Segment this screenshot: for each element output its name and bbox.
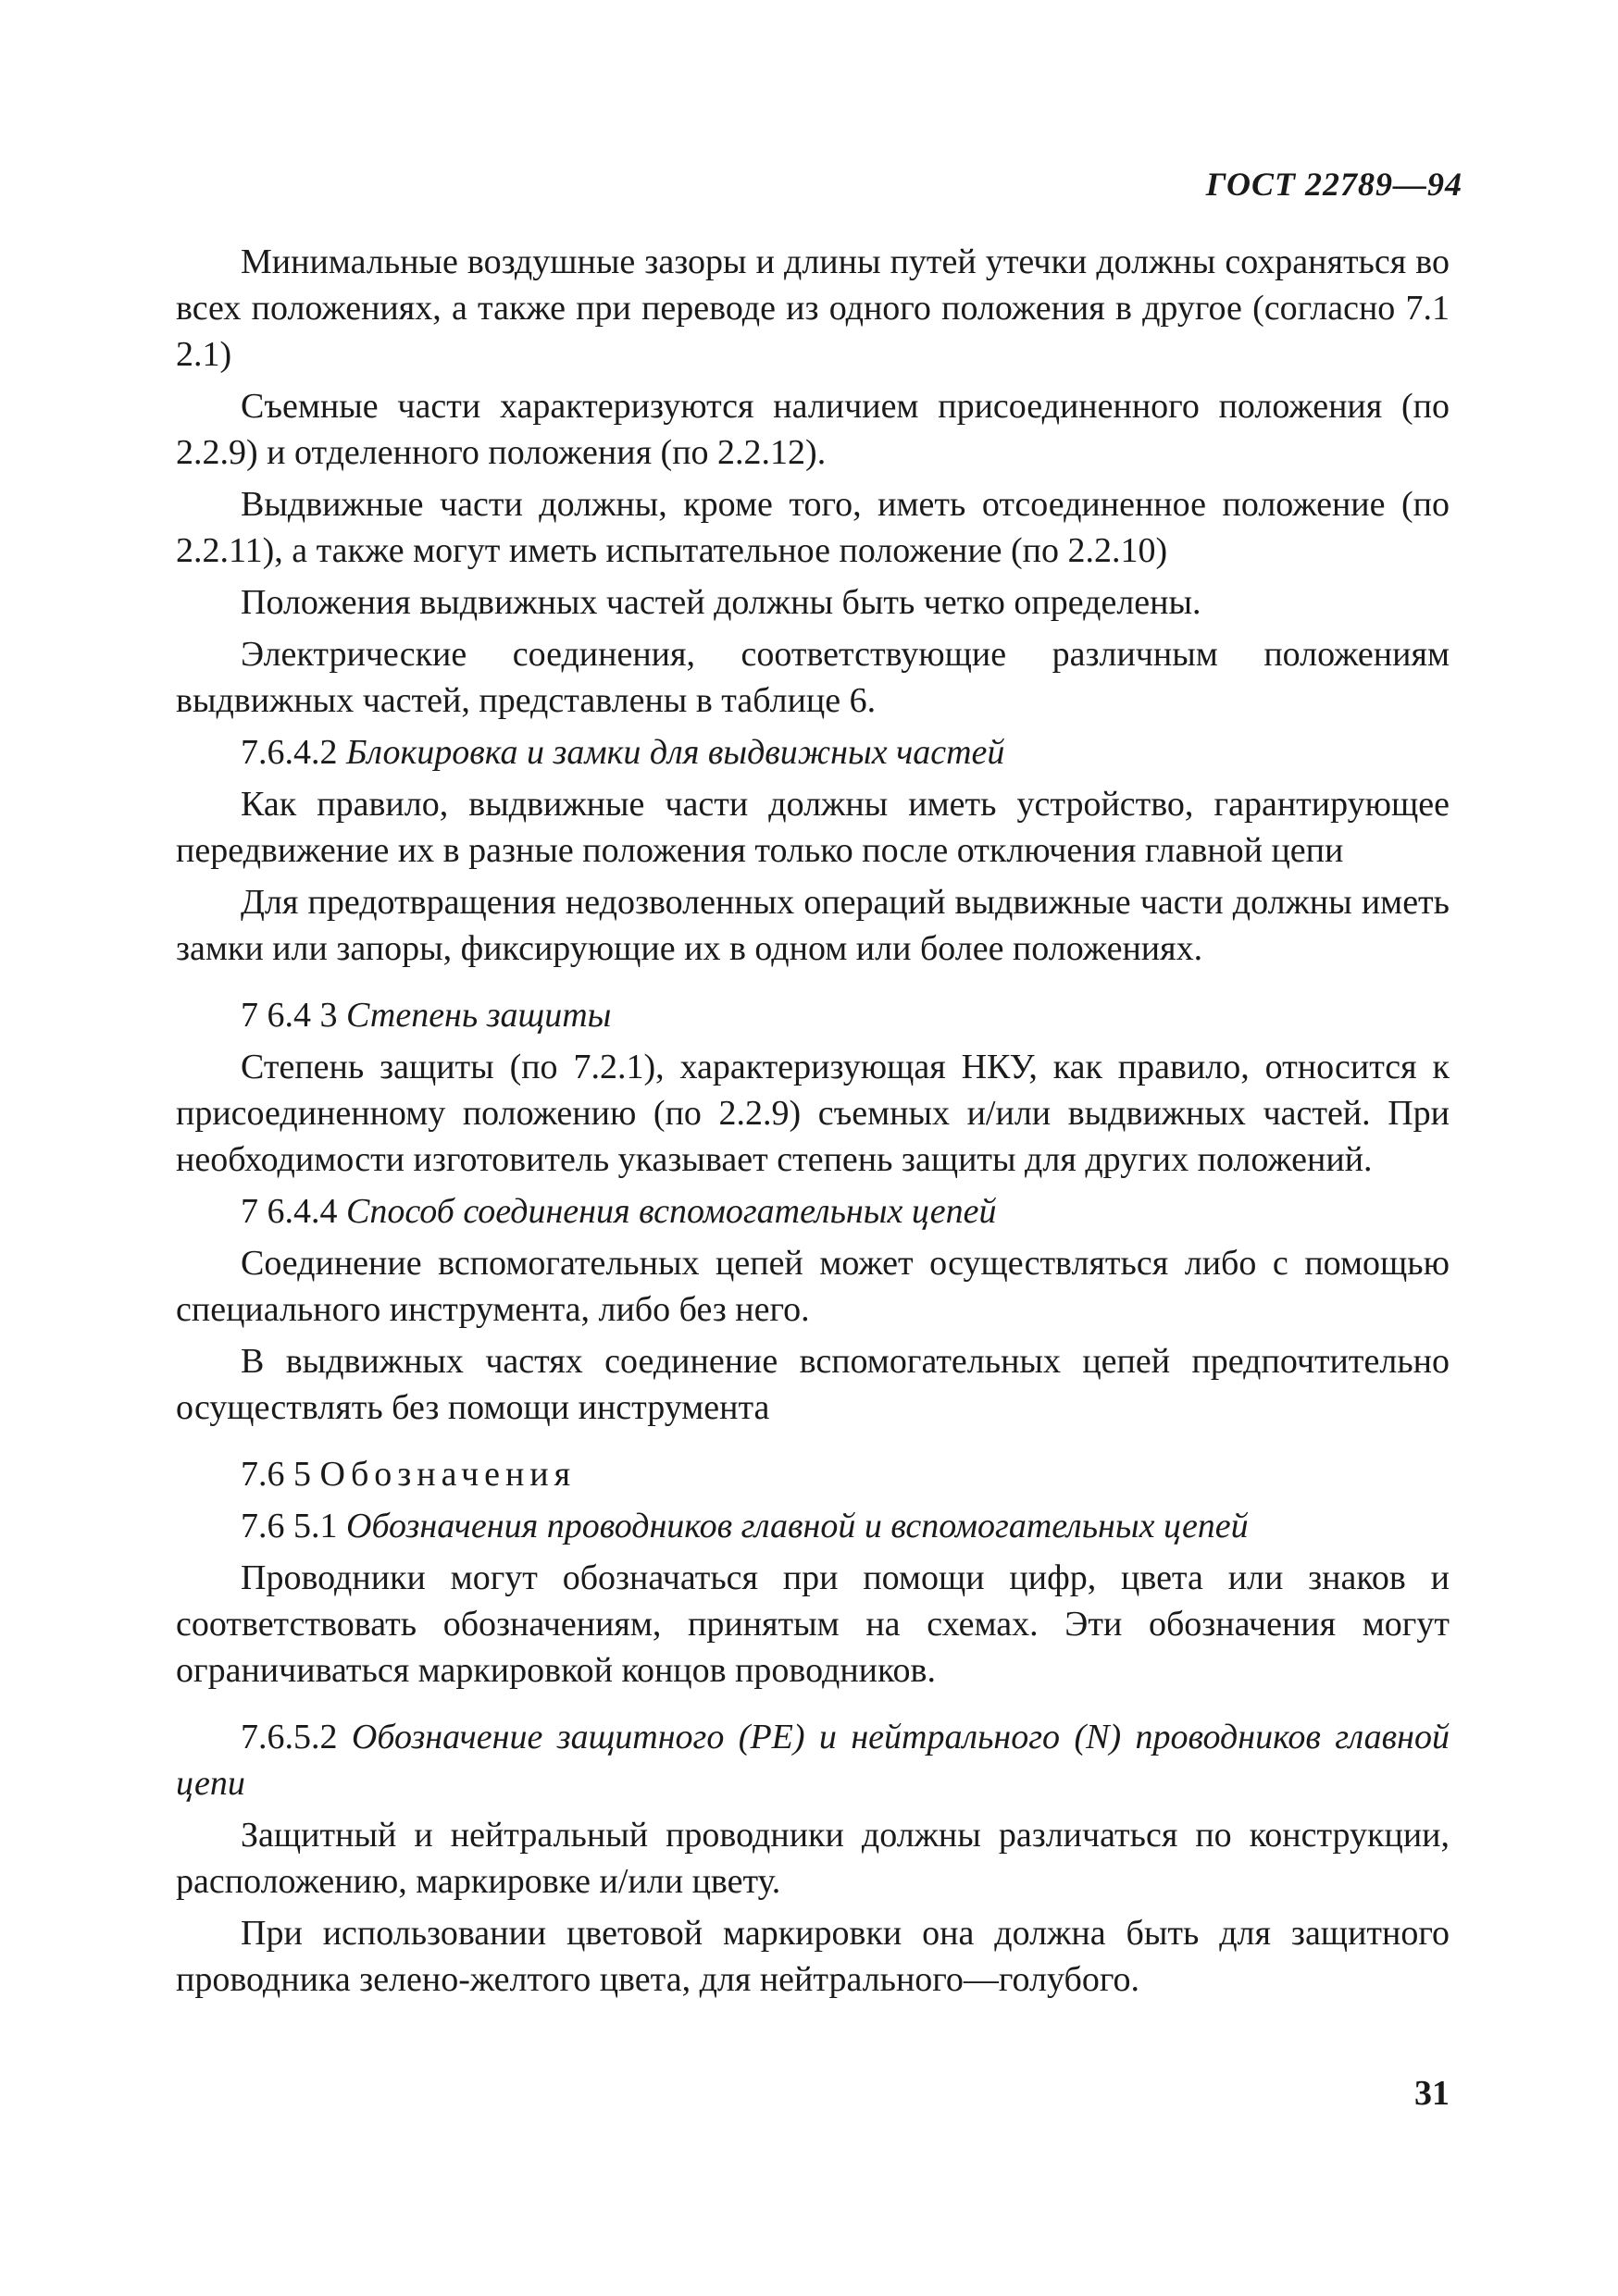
paragraph: При использовании цветовой маркировки она должна быть для защитного проводника зелено-желтого цвета, для нейтрального—голубого. (176, 1914, 1450, 1999)
section-number: 7.6.4.2 (241, 733, 338, 772)
section-number: 7 6.4 3 (241, 996, 338, 1035)
section-title: Обозначение защитного (PE) и нейтрального (N) проводников главной цепи (176, 1718, 1450, 1803)
section-title: Обозначения (319, 1455, 577, 1494)
section-number: 7.6 5.1 (241, 1507, 338, 1545)
section-number: 7 6.4.4 (241, 1192, 338, 1231)
section-heading (176, 1188, 1450, 1235)
paragraph: Проводники могут обозначаться при помощи цифр, цвета или знаков и соответствовать обозначениям, принятым на схемах. Эти обозначения могут ограничиваться маркировкой концов проводников. (176, 1558, 1450, 1690)
section-title: Степень защиты (346, 996, 612, 1035)
paragraph: Для предотвращения недозволенных операций выдвижные части должны иметь замки или запоры, фиксирующие их в одном или более положениях. (176, 883, 1450, 968)
page-body (176, 239, 1450, 2008)
section-title: Обозначения проводников главной и вспомогательных цепей (346, 1507, 1249, 1545)
section-heading (176, 1503, 1450, 1549)
section-title: Способ соединения вспомогательных цепей (346, 1192, 997, 1231)
paragraph: В выдвижных частях соединение вспомогательных цепей предпочтительно осуществлять без помощи инструмента (176, 1342, 1450, 1427)
section-title: Блокировка и замки для выдвижных частей (346, 733, 1005, 772)
section-heading (176, 992, 1450, 1038)
paragraph: Соединение вспомогательных цепей может осуществляться либо с помощью специального инструмента, либо без него. (176, 1244, 1450, 1329)
paragraph: Как правило, выдвижные части должны иметь устройство, гарантирующее передвижение их в разные положения только после отключения главной цепи (176, 785, 1450, 870)
paragraph: Положения выдвижных частей должны быть четко определены. (241, 583, 1201, 622)
section-heading (176, 1714, 1450, 1806)
paragraph: Защитный и нейтральный проводники должны различаться по конструкции, расположению, маркировке и/или цвету. (176, 1816, 1450, 1901)
paragraph: Электрические соединения, соответствующие различным положениям выдвижных частей, представлены в таблице 6. (176, 635, 1450, 720)
section-number: 7.6 5 (241, 1455, 311, 1494)
document-code: ГОСТ 22789—94 (1205, 166, 1462, 203)
paragraph: Минимальные воздушные зазоры и длины путей утечки должны сохраняться во всех положениях, а также при переводе из одного положения в другое (согласно 7.1 2.1) (176, 242, 1450, 374)
section-heading (176, 1451, 1450, 1497)
section-heading (176, 729, 1450, 776)
section-number: 7.6.5.2 (241, 1718, 338, 1756)
paragraph: Выдвижные части должны, кроме того, иметь отсоединенное положение (по 2.2.11), а также могут иметь испытательное положение (по 2.2.10) (176, 485, 1450, 570)
paragraph: Степень защиты (по 7.2.1), характеризующая НКУ, как правило, относится к присоединенному положению (по 2.2.9) съемных и/или выдвижных частей. При необходимости изготовитель указывает степень защиты для других положений. (176, 1048, 1450, 1179)
page-number: 31 (1414, 2074, 1450, 2113)
paragraph: Съемные части характеризуются наличием присоединенного положения (по 2.2.9) и отделенного положения (по 2.2.12). (176, 387, 1450, 472)
